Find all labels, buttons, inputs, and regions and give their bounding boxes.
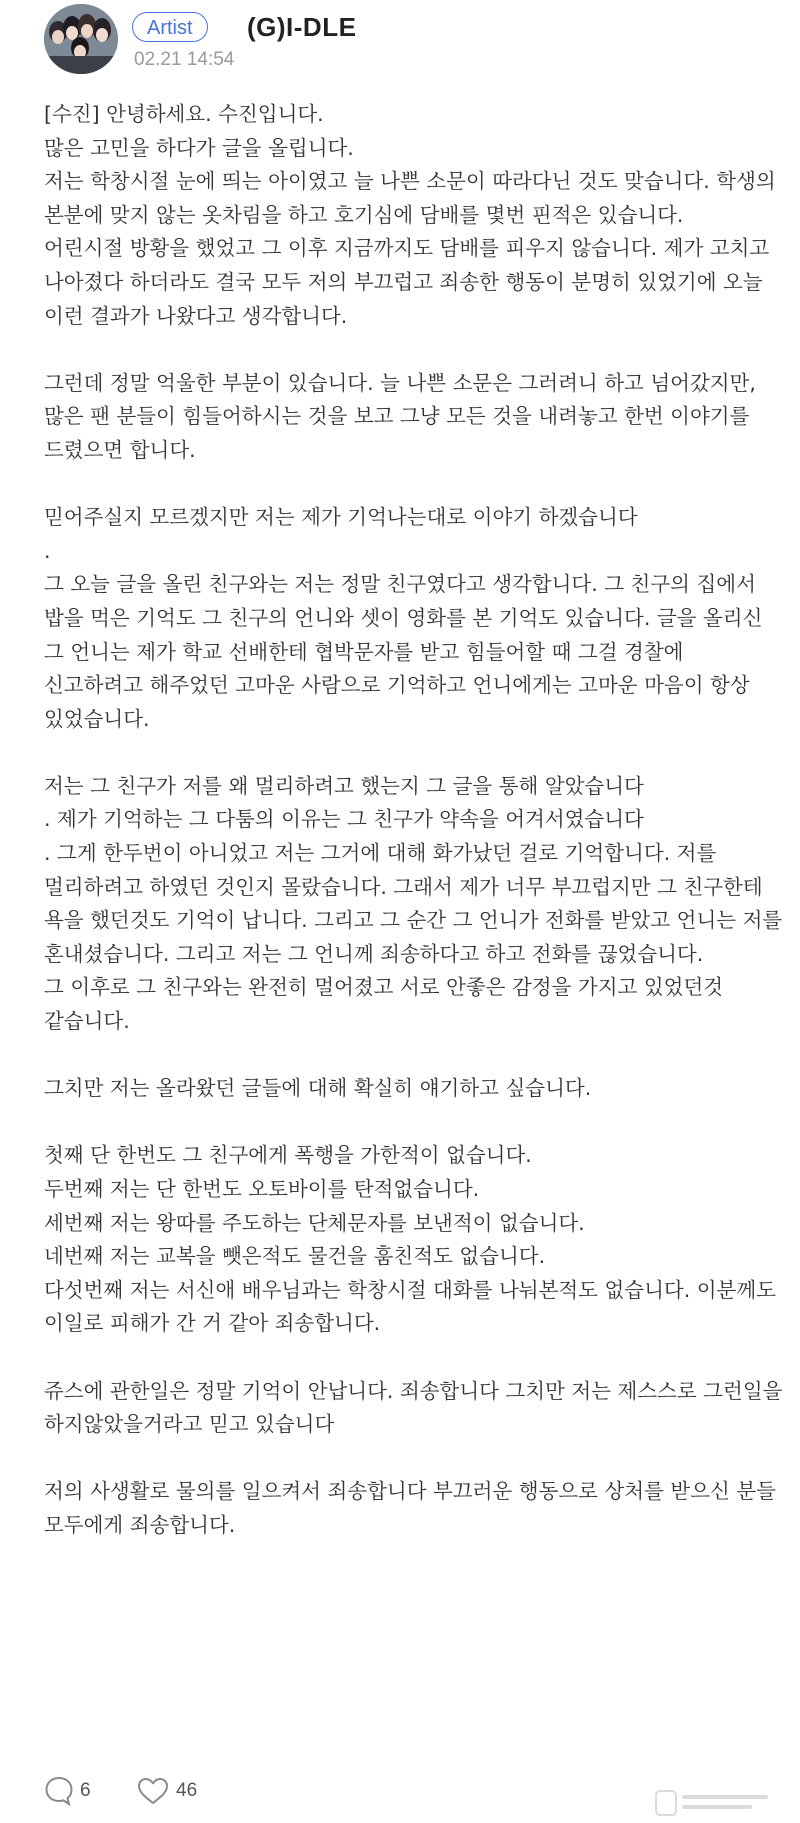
post-paragraph: 첫째 단 한번도 그 친구에게 폭행을 가한적이 없습니다. 두번째 저는 단 한번도 오토바이를 탄적없습니다. 세번째 저는 왕따를 주도하는 단체문자를 보낸적이 없습니다. 네번째 저는 교복을 뺏은적도 물건을 훔친적도 없습니다. 다섯번째 저는 서신애 배우님과는 학창시절 대화를 나눠본적도 없습니다. 이분께도 이일로 피해가 간 거 같아 죄송합니다. — [44, 1143, 776, 1336]
post-date: 02.21 14:54 — [134, 49, 235, 70]
post-paragraph: 저는 그 친구가 저를 왜 멀리하려고 했는지 그 글을 통해 알았습니다 . 제가 기억하는 그 다툼의 이유는 그 친구가 약속을 어겨서였습니다 . 그게 한두번이 아니었고 저는 그거에 대해 화가났던 걸로 기억합니다. 저를 멀리하려고 하였던 것인지 몰랐습니다. 그래서 제가 너무 부끄럽지만 그 친구한테 욕을 했던것도 기억이 납니다. 그리고 그 순간 그 언니가 전화를 받았고 언니는 저를 혼내셨습니다. 그리고 저는 그 언니께 죄송하다고 하고 전화를 끊었습니다. 그 이후로 그 친구와는 완전히 멀어졌고 서로 안좋은 감정을 가지고 있었던것 같습니다. — [44, 773, 783, 1034]
author-name[interactable]: (G)I-DLE — [247, 12, 357, 42]
author-avatar[interactable] — [44, 4, 118, 74]
paragraph-spacer — [44, 1106, 784, 1140]
post-paragraph: [수진] 안녕하세요. 수진입니다. 많은 고민을 하다가 글을 올립니다. 저는 학창시절 눈에 띄는 아이였고 늘 나쁜 소문이 따라다닌 것도 맞습니다. 학생의 본분에 맞지 않는 옷차림을 하고 호기심에 담배를 몇번 핀적은 있습니다. 어린시절 방황을 했었고 그 이후 지금까지도 담배를 피우지 않습니다. 제가 고치고 나아졌다 하더라도 결국 모두 저의 부끄럽고 죄송한 행동이 분명히 있었기에 오늘 이런 결과가 나왔다고 생각합니다. — [44, 102, 776, 328]
artist-badge: Artist — [132, 12, 208, 42]
paragraph-spacer — [44, 1341, 784, 1375]
paragraph-spacer — [44, 1039, 784, 1073]
post-paragraph: 저의 사생활로 물의를 일으켜서 죄송합니다 부끄러운 행동으로 상처를 받으신 분들 모두에게 죄송합니다. — [44, 1479, 783, 1537]
post-body — [44, 98, 789, 1543]
paragraph-spacer — [44, 736, 784, 770]
paragraph-spacer — [44, 468, 784, 502]
like-count: 46 — [176, 1780, 198, 1801]
paragraph-spacer — [44, 1442, 784, 1476]
post-paragraph: 믿어주실지 모르겠지만 저는 제가 기억나는대로 이야기 하겠습니다 . 그 오늘 글을 올린 친구와는 저는 정말 친구였다고 생각합니다. 그 친구의 집에서 밥을 먹은 기억도 그 친구의 언니와 셋이 영화를 본 기억도 있습니다. 글을 올리신 그 언니는 제가 학교 선배한테 협박문자를 받고 힘들어할 때 그걸 경찰에 신고하려고 해주었던 고마운 사람으로 기억하고 언니에게는 고마운 마음이 항상 있었습니다. — [44, 505, 763, 731]
post-paragraph: 쥬스에 관한일은 정말 기억이 안납니다. 죄송합니다 그치만 저는 제스스로 그런일을 하지않았을거라고 믿고 있습니다 — [44, 1378, 789, 1437]
group-photo-image — [44, 4, 118, 74]
paragraph-spacer — [44, 333, 784, 367]
site-watermark-logo — [654, 1785, 774, 1821]
comment-count: 6 — [80, 1780, 91, 1801]
post-paragraph: 그치만 저는 올라왔던 글들에 대해 확실히 얘기하고 싶습니다. — [44, 1076, 592, 1101]
speech-bubble-icon[interactable] — [44, 1774, 74, 1808]
heart-icon[interactable] — [136, 1776, 170, 1806]
post-paragraph: 그런데 정말 억울한 부분이 있습니다. 늘 나쁜 소문은 그러려니 하고 넘어갔지만, 많은 팬 분들이 힘들어하시는 것을 보고 그냥 모든 것을 내려놓고 한번 이야기를 드렸으면 합니다. — [44, 370, 763, 462]
post-header — [44, 4, 784, 74]
